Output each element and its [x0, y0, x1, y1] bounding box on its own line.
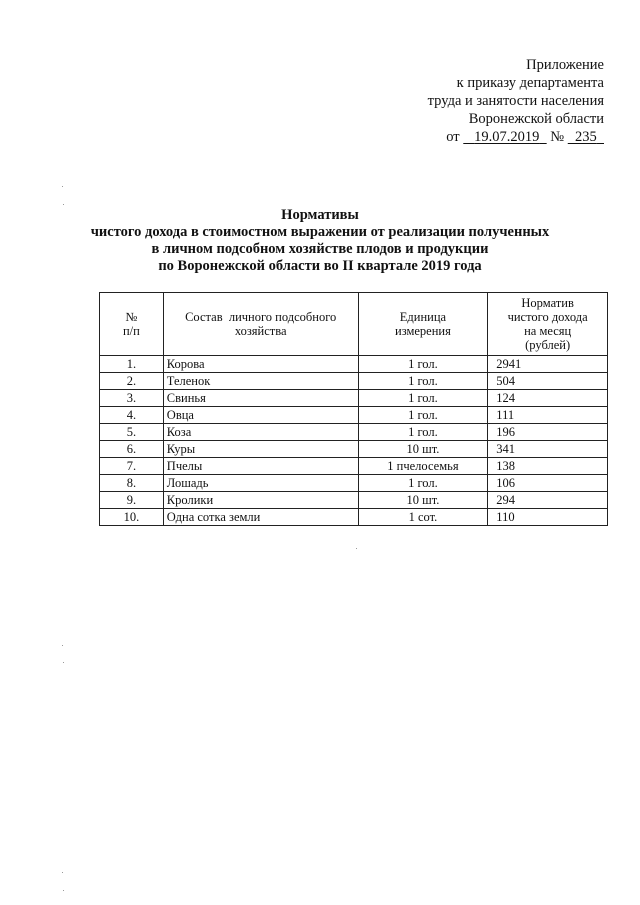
row-composition: Коза: [163, 424, 358, 441]
row-unit: 1 гол.: [358, 356, 488, 373]
appendix-line-4: Воронежской области: [468, 111, 604, 127]
row-number: 6.: [100, 441, 164, 458]
row-number: 2.: [100, 373, 164, 390]
row-unit: 1 гол.: [358, 424, 488, 441]
table-row: [100, 458, 608, 475]
row-unit: 1 пчелосемья: [358, 458, 488, 475]
header-composition-line-2: хозяйства: [234, 324, 287, 338]
header-unit-line-2: измерения: [395, 324, 451, 338]
order-number: [568, 129, 604, 145]
table-row: [100, 509, 608, 526]
header-number-line-1: №: [125, 310, 138, 324]
row-composition: Корова: [163, 356, 358, 373]
header-composition-line-1: Состав личного подсобного: [185, 310, 337, 324]
header-norm-line-4: (рублей): [525, 338, 571, 352]
title-line-2: чистого дохода в стоимостном выражении от реализации полученных: [90, 224, 550, 240]
row-norm-value: 294: [488, 492, 608, 509]
row-norm-value: 504: [488, 373, 608, 390]
document-title: [0, 207, 640, 275]
row-norm-value: 341: [488, 441, 608, 458]
row-norm-value: 196: [488, 424, 608, 441]
row-composition: Лошадь: [163, 475, 358, 492]
row-norm-value: 110: [488, 509, 608, 526]
header-number-line-2: п/п: [122, 324, 140, 338]
row-composition: Куры: [163, 441, 358, 458]
row-number: 3.: [100, 390, 164, 407]
row-composition: Одна сотка земли: [163, 509, 358, 526]
row-number: 4.: [100, 407, 164, 424]
row-number: 9.: [100, 492, 164, 509]
row-composition: Свинья: [163, 390, 358, 407]
row-composition: Кролики: [163, 492, 358, 509]
row-unit: 1 гол.: [358, 407, 488, 424]
table-row: [100, 356, 608, 373]
scan-speck: [63, 204, 64, 205]
table-row: [100, 492, 608, 509]
appendix-line-3: труда и занятости населения: [427, 93, 604, 109]
header-unit-line-1: Единица: [399, 310, 447, 324]
order-number-value: 235: [575, 129, 597, 145]
header-norm-line-3: на месяц: [524, 324, 572, 338]
scan-speck: [63, 890, 64, 891]
scan-speck: [62, 186, 63, 187]
title-line-1: Нормативы: [281, 207, 359, 223]
row-number: 5.: [100, 424, 164, 441]
scan-speck: [62, 645, 63, 646]
table-row: [100, 424, 608, 441]
table-row: [100, 441, 608, 458]
date-prefix: от: [446, 129, 460, 145]
row-number: 10.: [100, 509, 164, 526]
row-number: 7.: [100, 458, 164, 475]
row-norm-value: 106: [488, 475, 608, 492]
row-number: 1.: [100, 356, 164, 373]
row-norm-value: 111: [488, 407, 608, 424]
scan-speck: [62, 872, 63, 873]
title-line-4: по Воронежской области во II квартале 2019 года: [158, 258, 482, 274]
scan-speck: [356, 548, 357, 549]
row-composition: Овца: [163, 407, 358, 424]
order-date-line: [428, 128, 604, 146]
row-norm-value: 2941: [488, 356, 608, 373]
scan-speck: [63, 662, 64, 663]
row-norm-value: 124: [488, 390, 608, 407]
row-unit: 1 гол.: [358, 390, 488, 407]
table-row: [100, 390, 608, 407]
row-number: 8.: [100, 475, 164, 492]
row-unit: 1 сот.: [358, 509, 488, 526]
row-unit: 1 гол.: [358, 373, 488, 390]
row-unit: 1 гол.: [358, 475, 488, 492]
row-unit: 10 шт.: [358, 441, 488, 458]
order-date: [463, 129, 546, 145]
header-norm: [488, 293, 608, 356]
header-norm-line-2: чистого дохода: [507, 310, 588, 324]
table-row: [100, 475, 608, 492]
header-composition: [163, 293, 358, 356]
row-norm-value: 138: [488, 458, 608, 475]
appendix-line-2: к приказу департамента: [456, 75, 604, 91]
row-composition: Пчелы: [163, 458, 358, 475]
table-row: [100, 373, 608, 390]
row-unit: 10 шт.: [358, 492, 488, 509]
order-date-value: 19.07.2019: [474, 129, 540, 145]
row-composition: Теленок: [163, 373, 358, 390]
header-unit: [358, 293, 488, 356]
appendix-block: [428, 56, 604, 146]
appendix-line-1: Приложение: [526, 57, 604, 73]
table-row: [100, 407, 608, 424]
title-line-3: в личном подсобном хозяйстве плодов и продукции: [151, 241, 489, 257]
number-prefix: №: [550, 129, 565, 145]
table-header-row: [100, 293, 608, 356]
header-number: [100, 293, 164, 356]
norms-table: [99, 292, 608, 526]
header-norm-line-1: Норматив: [521, 296, 574, 310]
